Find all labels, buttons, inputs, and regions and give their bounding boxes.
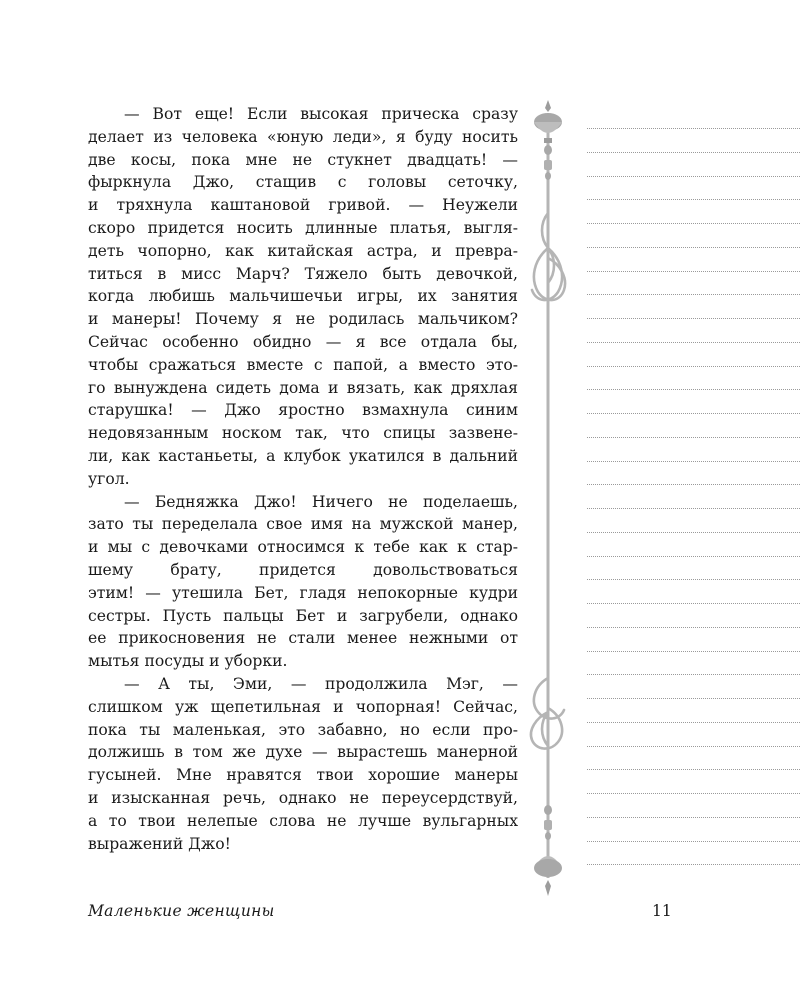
text-line: — Вот еще! Если высокая прическа сразу <box>124 105 518 123</box>
text-line: и мы с девочками относимся к тебе как к стар- <box>88 538 518 557</box>
note-line <box>587 603 800 604</box>
note-line <box>587 579 800 580</box>
text-line: деть чопорно, как китайская астра, и превра- <box>88 241 518 260</box>
note-line <box>587 342 800 343</box>
text-line: зато ты переделала свое имя на мужской манер, <box>88 515 518 534</box>
note-line <box>587 817 800 818</box>
text-line: — А ты, Эми, — продолжила Мэг, — <box>124 674 518 693</box>
note-line <box>587 698 800 699</box>
note-line <box>587 769 800 770</box>
note-line <box>587 199 800 200</box>
text-line: недовязанным носком так, что спицы зазвене- <box>88 424 518 443</box>
text-line: пока ты маленькая, это забавно, но если про- <box>88 720 518 739</box>
note-line <box>587 271 800 272</box>
text-line: го вынуждена сидеть дома и вязать, как дряхлая <box>88 378 518 397</box>
text-line: — Бедняжка Джо! Ничего не поделаешь, <box>124 492 518 511</box>
note-line <box>587 366 800 367</box>
text-line: гусыней. Мне нравятся твои хорошие манеры <box>88 766 518 785</box>
note-line <box>587 294 800 295</box>
top-finial <box>534 100 562 180</box>
note-line <box>587 793 800 794</box>
text-line: и тряхнула каштановой гривой. — Неужели <box>88 196 518 215</box>
page-number: 11 <box>652 902 672 920</box>
note-line <box>587 247 800 248</box>
note-line <box>587 674 800 675</box>
text-line: две косы, пока мне не стукнет двадцать! — <box>88 150 518 169</box>
note-line <box>587 389 800 390</box>
text-line: чтобы сражаться вместе с папой, а вместо это- <box>88 355 518 374</box>
text-line: и изысканная речь, однако не переусердствуй, <box>88 788 518 807</box>
note-line <box>587 318 800 319</box>
ornamental-divider <box>520 98 576 898</box>
text-line: этим! — утешила Бет, гладя непокорные кудри <box>88 583 518 602</box>
note-line <box>587 864 800 865</box>
text-line: старушка! — Джо яростно взмахнула синим <box>88 401 518 420</box>
body-text <box>88 103 518 855</box>
text-line: слишком уж щепетильная и чопорная! Сейчас, <box>88 697 518 716</box>
paragraph <box>88 103 518 491</box>
note-line <box>587 152 800 153</box>
text-line: угол. <box>88 469 130 488</box>
note-line <box>587 176 800 177</box>
text-line: сестры. Пусть пальцы Бет и загрубели, однако <box>88 606 518 625</box>
text-line: а то твои нелепые слова не лучше вульгарных <box>88 811 518 830</box>
text-line: скоро придется носить длинные платья, выгля- <box>88 218 518 237</box>
note-line <box>587 651 800 652</box>
text-line: мытья посуды и уборки. <box>88 652 288 671</box>
note-line <box>587 841 800 842</box>
note-line <box>587 508 800 509</box>
note-line <box>587 556 800 557</box>
note-line <box>587 223 800 224</box>
text-line: Сейчас особенно обидно — я все отдала бы, <box>88 332 518 351</box>
paragraph <box>88 673 518 855</box>
text-line: делает из человека «юную леди», я буду носить <box>88 127 518 146</box>
note-line <box>587 461 800 462</box>
paragraph <box>88 491 518 673</box>
text-line: ли, как кастаньеты, а клубок укатился в дальний <box>88 446 518 465</box>
note-line <box>587 627 800 628</box>
text-line: ее прикосновения не стали менее нежными от <box>88 629 518 648</box>
note-line <box>587 484 800 485</box>
text-line: когда любишь мальчишечьи игры, их занятия <box>88 287 518 306</box>
text-line: титься в мисс Марч? Тяжело быть девочкой, <box>88 264 518 283</box>
note-line <box>587 532 800 533</box>
notes-area <box>587 128 800 888</box>
note-line <box>587 437 800 438</box>
text-line: и манеры! Почему я не родилась мальчиком? <box>88 310 518 329</box>
text-line: должишь в том же духе — вырастешь манерной <box>88 743 518 762</box>
text-line: выражений Джо! <box>88 834 231 853</box>
text-line: шему брату, придется довольствоваться <box>88 560 518 579</box>
note-line <box>587 722 800 723</box>
note-line <box>587 128 800 129</box>
running-footer-title: Маленькие женщины <box>88 902 275 920</box>
note-line <box>587 746 800 747</box>
note-line <box>587 413 800 414</box>
text-line: фыркнула Джо, стащив с головы сеточку, <box>88 173 518 192</box>
